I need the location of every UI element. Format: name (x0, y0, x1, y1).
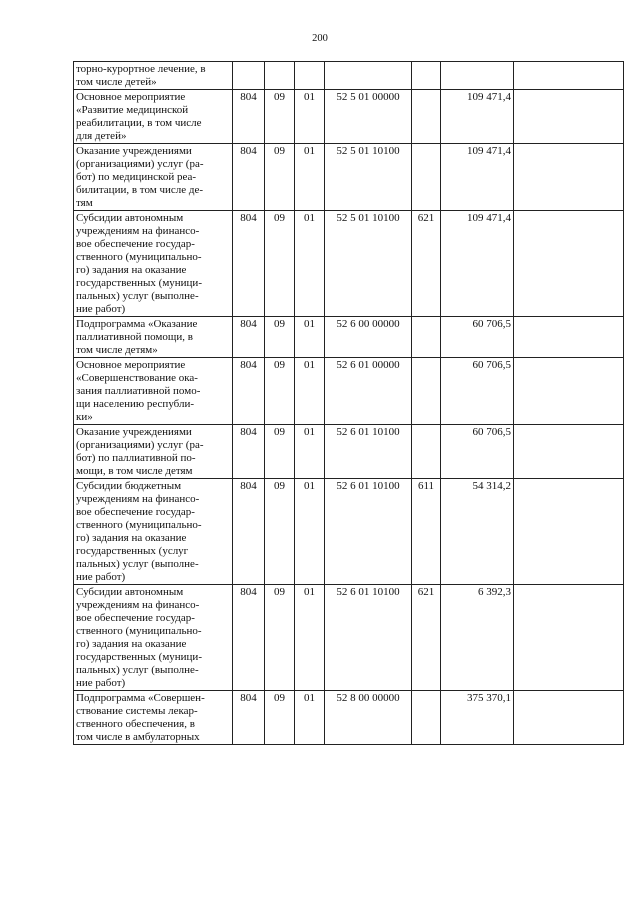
ministry-code-cell: 804 (233, 425, 265, 479)
target-article-cell: 52 6 01 10100 (325, 425, 412, 479)
expense-type-cell (412, 144, 441, 211)
item-name-cell: Подпрограмма «Оказание паллиативной помощи, в том числе детям» (74, 317, 233, 358)
item-name-cell: торно-курортное лечение, в том числе детей» (74, 62, 233, 90)
subsection-code-cell: 01 (295, 317, 325, 358)
empty-cell (514, 317, 624, 358)
target-article-cell: 52 6 01 10100 (325, 585, 412, 691)
item-name-cell: Субсидии бюджетным учреждениям на финансо- вое обеспечение государ- ственного (муниципально- го) задания на оказание государственных (услуг пальных) услуг (выполне- ние работ) (74, 479, 233, 585)
page-number: 200 (312, 33, 328, 44)
expense-type-cell: 621 (412, 211, 441, 317)
section-code-cell: 09 (265, 144, 295, 211)
expense-type-cell (412, 691, 441, 745)
ministry-code-cell: 804 (233, 358, 265, 425)
target-article-cell: 52 5 01 00000 (325, 90, 412, 144)
section-code-cell: 09 (265, 90, 295, 144)
item-name-cell: Субсидии автономным учреждениям на финансо- вое обеспечение государ- ственного (муниципально- го) задания на оказание государственных (муници- пальных) услуг (выполне- ние работ) (74, 211, 233, 317)
subsection-code-cell: 01 (295, 90, 325, 144)
section-code-cell: 09 (265, 479, 295, 585)
item-name-cell: Подпрограмма «Совершен- ствование системы лекар- ственного обеспечения, в том числе в амбулаторных (74, 691, 233, 745)
table-row (74, 479, 624, 585)
section-code-cell (265, 62, 295, 90)
section-code-cell: 09 (265, 358, 295, 425)
empty-cell (514, 691, 624, 745)
amount-cell: 109 471,4 (441, 211, 514, 317)
expense-type-cell (412, 62, 441, 90)
amount-cell (441, 62, 514, 90)
table-row (74, 425, 624, 479)
amount-cell: 6 392,3 (441, 585, 514, 691)
item-name-cell: Оказание учреждениями (организациями) услуг (ра- бот) по паллиативной по- мощи, в том числе детям (74, 425, 233, 479)
empty-cell (514, 425, 624, 479)
subsection-code-cell: 01 (295, 211, 325, 317)
empty-cell (514, 62, 624, 90)
subsection-code-cell (295, 62, 325, 90)
ministry-code-cell: 804 (233, 585, 265, 691)
target-article-cell: 52 8 00 00000 (325, 691, 412, 745)
ministry-code-cell: 804 (233, 90, 265, 144)
expense-type-cell (412, 358, 441, 425)
item-name-cell: Оказание учреждениями (организациями) услуг (ра- бот) по медицинской реа- билитации, в том числе де- тям (74, 144, 233, 211)
item-name-cell: Основное мероприятие «Совершенствование ока- зания паллиативной помо- щи населению республи- ки» (74, 358, 233, 425)
ministry-code-cell: 804 (233, 317, 265, 358)
expense-type-cell: 611 (412, 479, 441, 585)
amount-cell: 60 706,5 (441, 425, 514, 479)
target-article-cell (325, 62, 412, 90)
subsection-code-cell: 01 (295, 425, 325, 479)
section-code-cell: 09 (265, 317, 295, 358)
budget-table (73, 61, 624, 745)
item-name-cell: Основное мероприятие «Развитие медицинской реабилитации, в том числе для детей» (74, 90, 233, 144)
table-row (74, 62, 624, 90)
amount-cell: 60 706,5 (441, 317, 514, 358)
empty-cell (514, 144, 624, 211)
table-row (74, 317, 624, 358)
table-row (74, 211, 624, 317)
subsection-code-cell: 01 (295, 358, 325, 425)
ministry-code-cell (233, 62, 265, 90)
subsection-code-cell: 01 (295, 585, 325, 691)
expense-type-cell (412, 317, 441, 358)
amount-cell: 54 314,2 (441, 479, 514, 585)
subsection-code-cell: 01 (295, 691, 325, 745)
target-article-cell: 52 6 01 00000 (325, 358, 412, 425)
amount-cell: 109 471,4 (441, 90, 514, 144)
expense-type-cell: 621 (412, 585, 441, 691)
ministry-code-cell: 804 (233, 691, 265, 745)
expense-type-cell (412, 90, 441, 144)
empty-cell (514, 479, 624, 585)
subsection-code-cell: 01 (295, 144, 325, 211)
section-code-cell: 09 (265, 585, 295, 691)
ministry-code-cell: 804 (233, 479, 265, 585)
amount-cell: 109 471,4 (441, 144, 514, 211)
subsection-code-cell: 01 (295, 479, 325, 585)
expense-type-cell (412, 425, 441, 479)
empty-cell (514, 211, 624, 317)
section-code-cell: 09 (265, 691, 295, 745)
ministry-code-cell: 804 (233, 144, 265, 211)
item-name-cell: Субсидии автономным учреждениям на финансо- вое обеспечение государ- ственного (муниципально- го) задания на оказание государственных (муници- пальных) услуг (выполне- ние работ) (74, 585, 233, 691)
ministry-code-cell: 804 (233, 211, 265, 317)
table-row (74, 90, 624, 144)
target-article-cell: 52 6 01 10100 (325, 479, 412, 585)
empty-cell (514, 90, 624, 144)
empty-cell (514, 585, 624, 691)
target-article-cell: 52 5 01 10100 (325, 144, 412, 211)
table-row (74, 585, 624, 691)
section-code-cell: 09 (265, 425, 295, 479)
amount-cell: 60 706,5 (441, 358, 514, 425)
table-row (74, 358, 624, 425)
target-article-cell: 52 6 00 00000 (325, 317, 412, 358)
amount-cell: 375 370,1 (441, 691, 514, 745)
target-article-cell: 52 5 01 10100 (325, 211, 412, 317)
section-code-cell: 09 (265, 211, 295, 317)
empty-cell (514, 358, 624, 425)
table-row (74, 144, 624, 211)
table-row (74, 691, 624, 745)
